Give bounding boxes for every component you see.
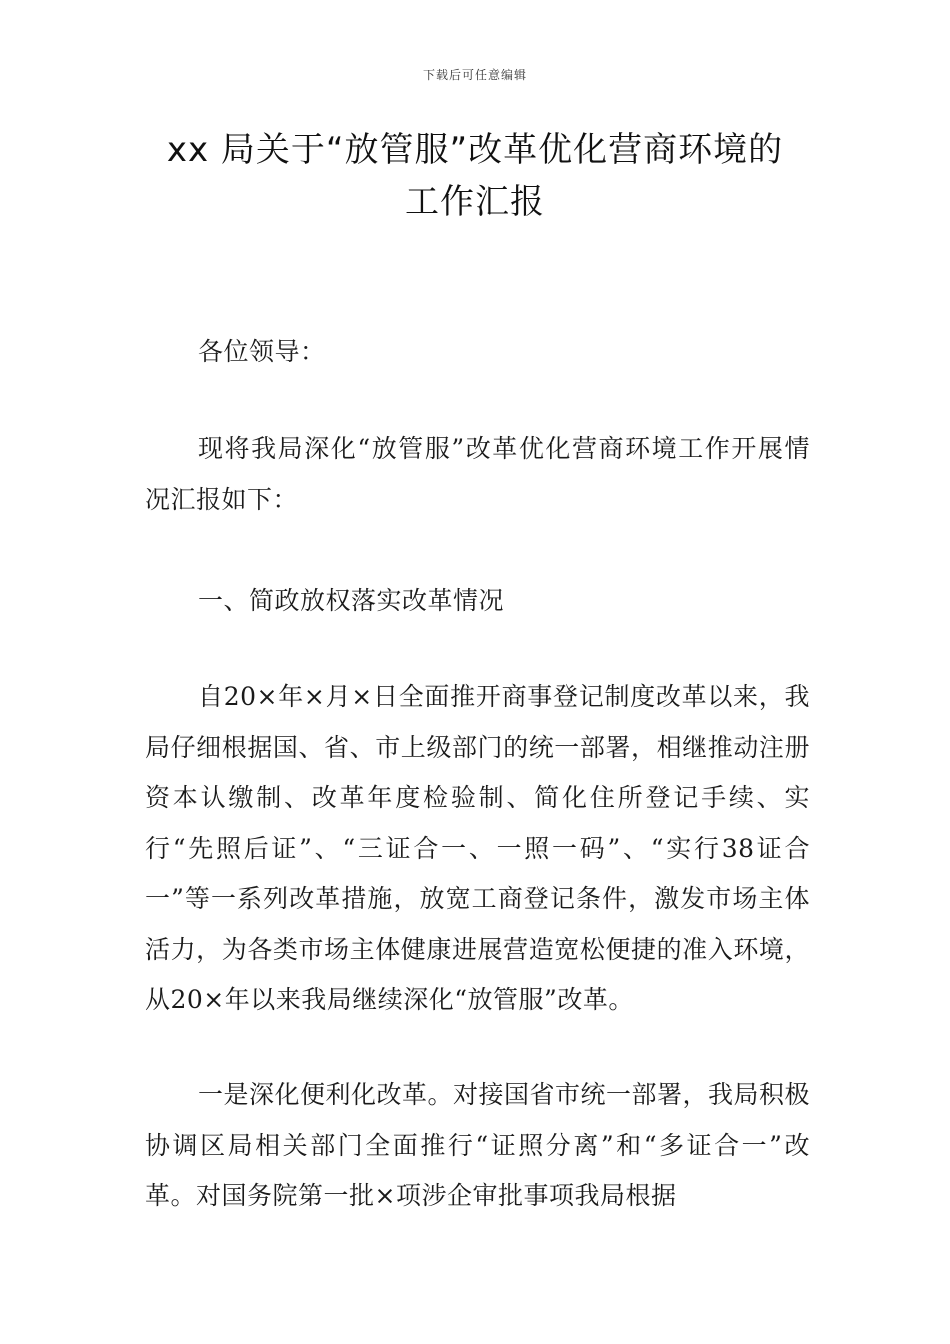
header-note: 下载后可任意编辑 <box>422 68 527 82</box>
document-title <box>120 124 830 228</box>
intro-paragraph: 现将我局深化“放管服”改革优化营商环境工作开展情况汇报如下： <box>145 434 810 514</box>
greeting: 各位领导： <box>198 337 326 366</box>
body-paragraph: 自20×年×月×日全面推开商事登记制度改革以来，我局仔细根据国、省、市上级部门的统一部署，相继推动注册资本认缴制、改革年度检验制、简化住所登记手续、实行“先照后证”、“三证合一、一照一码”、“实行38证合一”等一系列改革措施，放宽工商登记条件，激发市场主体活力，为各类市场主体健康进展营造宽松便捷的准入环境，从20×年以来我局继续深化“放管服”改革。 <box>145 682 810 1014</box>
section-heading: 一、简政放权落实改革情况 <box>198 586 505 615</box>
title-line-2: 工作汇报 <box>405 182 545 222</box>
title-line-1: xx 局关于“放管服”改革优化营商环境的 <box>166 130 784 170</box>
body-paragraph: 一是深化便利化改革。对接国省市统一部署，我局积极协调区局相关部门全面推行“证照分离”和“多证合一”改革。对国务院第一批×项涉企审批事项我局根据 <box>145 1080 811 1210</box>
